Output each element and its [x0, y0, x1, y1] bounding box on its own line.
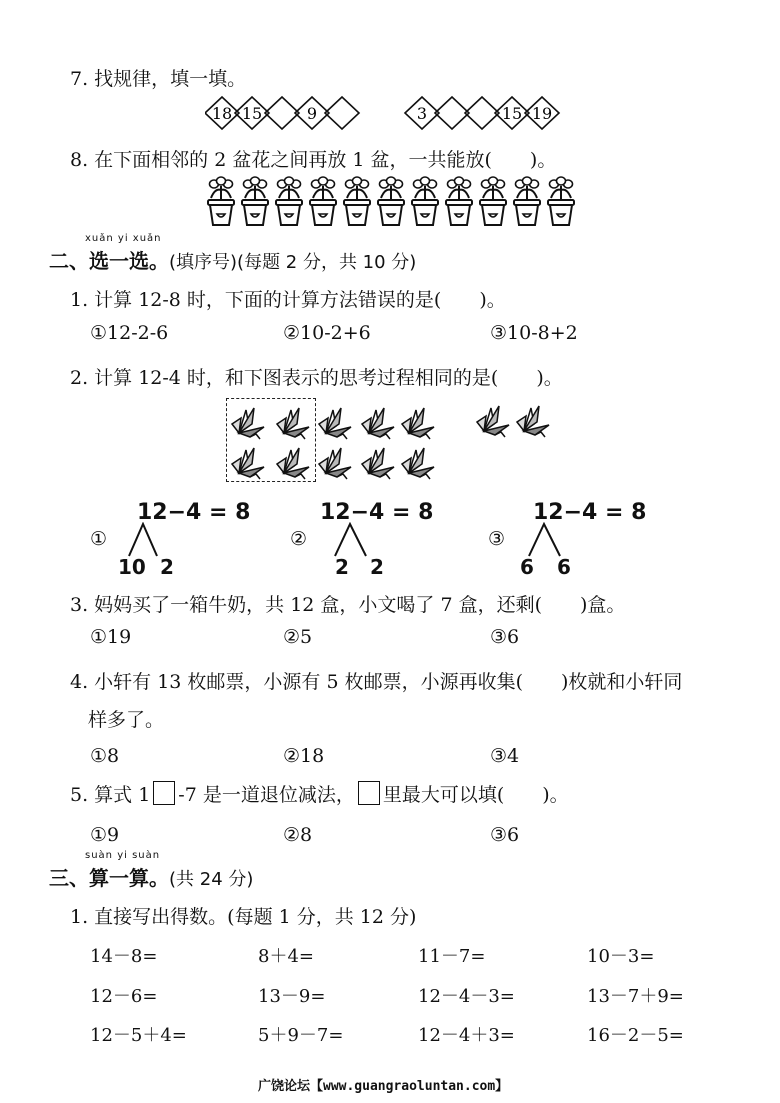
flower-pot-icon — [409, 176, 441, 228]
choice2-split-left: 2 — [335, 555, 349, 579]
calc-item: 10－3= — [587, 946, 655, 967]
flower-pot-icon — [443, 176, 475, 228]
flower-pot-row — [205, 176, 580, 228]
flower-pot-icon — [205, 176, 237, 228]
s2q3-option-3[interactable]: ③6 — [490, 626, 520, 648]
s2q4-option-2[interactable]: ②18 — [283, 745, 325, 767]
calc-item: 12－4－3= — [418, 986, 515, 1007]
s2q2-text: 2. 计算 12-4 时，和下图表示的思考过程相同的是( )。 — [70, 367, 563, 389]
choice3-split-right: 6 — [557, 555, 571, 579]
flower-pot-icon — [545, 176, 577, 228]
paper-crane-icon — [277, 408, 309, 439]
choice1-split-left: 10 — [118, 555, 146, 579]
sequence-number: 18 — [211, 104, 233, 123]
section3-heading — [49, 862, 253, 891]
q8-text: 8. 在下面相邻的 2 盆花之间再放 1 盆，一共能放( )。 — [70, 149, 557, 171]
blank-box[interactable] — [358, 781, 380, 805]
paper-crane-icon — [402, 448, 434, 479]
decomposition-lines — [0, 522, 780, 558]
section3-pinyin: suàn yi suàn — [85, 850, 161, 861]
choice3-split-left: 6 — [520, 555, 534, 579]
flower-pot-icon — [477, 176, 509, 228]
s2q5-part2: -7 是一道退位减法， — [178, 784, 355, 806]
calc-item: 13－7＋9= — [587, 986, 684, 1007]
section3-note: (共 24 分) — [169, 869, 254, 890]
flower-pot-icon — [239, 176, 271, 228]
s2q5-part1: 5. 算式 1 — [70, 784, 151, 806]
calc-item: 11－7= — [418, 946, 486, 967]
calc-item: 8＋4= — [258, 946, 314, 967]
q7-sequence-2 — [405, 97, 559, 129]
calc-item: 12－5＋4= — [90, 1025, 187, 1046]
s2q4-line1: 4. 小轩有 13 枚邮票，小源有 5 枚邮票，小源再收集( )枚就和小轩同 — [70, 671, 683, 693]
sequence-number: 3 — [416, 104, 428, 123]
s2q5-text — [70, 780, 569, 807]
s2q5-option-3[interactable]: ③6 — [490, 824, 520, 846]
section2-pinyin: xuǎn yi xuǎn — [85, 233, 162, 244]
q7-text: 7. 找规律，填一填。 — [70, 68, 247, 90]
calc-item: 12－6= — [90, 986, 158, 1007]
calc-item: 13－9= — [258, 986, 326, 1007]
paper-crane-icon — [232, 408, 264, 439]
paper-crane-group — [225, 398, 565, 483]
q7-sequence-1 — [205, 97, 359, 129]
s2q3-option-2[interactable]: ②5 — [283, 626, 313, 648]
paper-crane-icon — [319, 448, 351, 479]
sequence-number: 19 — [531, 104, 553, 123]
s2q5-part3: 里最大可以填( )。 — [382, 784, 569, 806]
choice3-mark[interactable]: ③ — [488, 528, 506, 550]
calc-item: 5＋9－7= — [258, 1025, 344, 1046]
s2q1-option-2[interactable]: ②10-2+6 — [283, 322, 371, 344]
choice1-split-right: 2 — [160, 555, 174, 579]
flower-pot-icon — [341, 176, 373, 228]
footer-watermark: 广饶论坛【www.guangraoluntan.com】 — [258, 1079, 509, 1094]
blank-box[interactable] — [153, 781, 175, 805]
flower-pot-icon — [273, 176, 305, 228]
s2q4-option-3[interactable]: ③4 — [490, 745, 520, 767]
calc-item: 14－8= — [90, 946, 158, 967]
paper-crane-icon — [362, 448, 394, 479]
s2q5-option-2[interactable]: ②8 — [283, 824, 313, 846]
s2q1-option-1[interactable]: ①12-2-6 — [90, 322, 169, 344]
s2q1-text: 1. 计算 12-8 时，下面的计算方法错误的是( )。 — [70, 289, 506, 311]
calc-item: 12－4＋3= — [418, 1025, 515, 1046]
sequence-number: 15 — [241, 104, 263, 123]
section3-title: 三、算一算。 — [49, 866, 169, 890]
flower-pot-icon — [307, 176, 339, 228]
paper-crane-icon — [319, 408, 351, 439]
paper-crane-icon — [477, 406, 509, 437]
choice2-mark[interactable]: ② — [290, 528, 308, 550]
choice3-equation: 12−4 = 8 — [533, 500, 647, 525]
paper-crane-icon — [517, 406, 549, 437]
flower-pot-icon — [511, 176, 543, 228]
paper-crane-icon — [362, 408, 394, 439]
s2q3-option-1[interactable]: ①19 — [90, 626, 132, 648]
paper-crane-icon — [232, 448, 264, 479]
s2q5-option-1[interactable]: ①9 — [90, 824, 120, 846]
choice1-equation: 12−4 = 8 — [137, 500, 251, 525]
s2q4-option-1[interactable]: ①8 — [90, 745, 120, 767]
section2-heading — [49, 245, 416, 274]
calc-item: 16－2－5= — [587, 1025, 684, 1046]
s2q4-line2: 样多了。 — [88, 709, 165, 731]
s2q1-option-3[interactable]: ③10-8+2 — [490, 322, 578, 344]
s3q1-text: 1. 直接写出得数。(每题 1 分，共 12 分) — [70, 906, 417, 928]
choice2-equation: 12−4 = 8 — [320, 500, 434, 525]
paper-crane-icon — [402, 408, 434, 439]
sequence-number: 9 — [306, 104, 318, 123]
section2-title: 二、选一选。 — [49, 249, 169, 273]
flower-pot-icon — [375, 176, 407, 228]
paper-crane-icon — [277, 448, 309, 479]
s2q3-text: 3. 妈妈买了一箱牛奶，共 12 盒，小文喝了 7 盒，还剩( )盒。 — [70, 594, 626, 616]
section2-note: (填序号)(每题 2 分，共 10 分) — [169, 252, 417, 273]
choice1-mark[interactable]: ① — [90, 528, 108, 550]
sequence-number: 15 — [501, 104, 523, 123]
choice2-split-right: 2 — [370, 555, 384, 579]
q7-diamond-sequences — [205, 95, 580, 131]
